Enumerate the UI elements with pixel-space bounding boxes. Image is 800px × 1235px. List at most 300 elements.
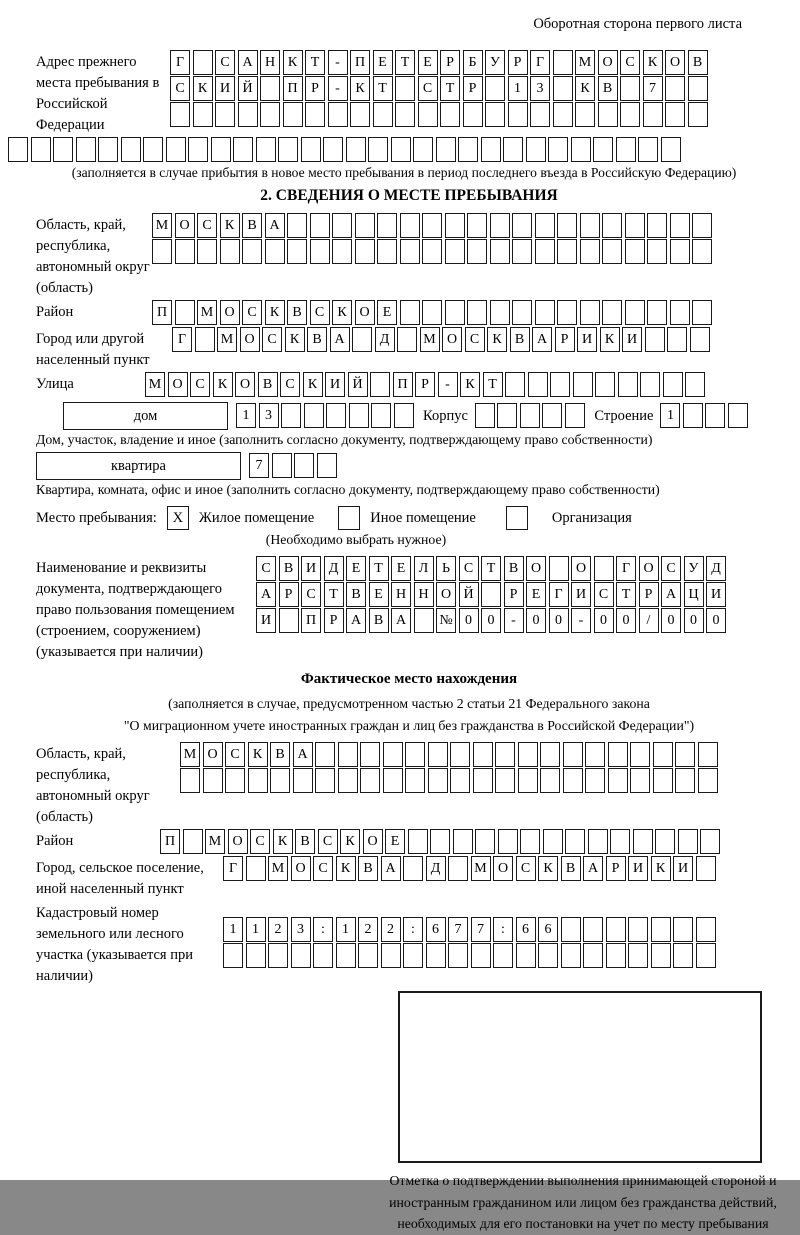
char-cell[interactable]: С bbox=[190, 372, 210, 397]
char-cell[interactable]: И bbox=[301, 556, 321, 581]
char-cell[interactable]: В bbox=[510, 327, 530, 352]
char-cell[interactable]: 1 bbox=[336, 917, 356, 942]
char-cell[interactable] bbox=[408, 829, 428, 854]
char-cell[interactable]: Е bbox=[346, 556, 366, 581]
char-cell[interactable] bbox=[371, 403, 391, 428]
char-cell[interactable] bbox=[548, 137, 568, 162]
char-cell[interactable]: В bbox=[369, 608, 389, 633]
char-cell[interactable] bbox=[625, 213, 645, 238]
char-cell[interactable]: С bbox=[280, 372, 300, 397]
char-cell[interactable] bbox=[557, 239, 577, 264]
char-cell[interactable] bbox=[315, 768, 335, 793]
char-cell[interactable] bbox=[585, 768, 605, 793]
char-cell[interactable] bbox=[563, 768, 583, 793]
char-cell[interactable] bbox=[180, 768, 200, 793]
char-cell[interactable] bbox=[349, 403, 369, 428]
char-cell[interactable] bbox=[490, 239, 510, 264]
char-cell[interactable]: С bbox=[594, 582, 614, 607]
char-cell[interactable]: С bbox=[215, 50, 235, 75]
char-cell[interactable] bbox=[301, 137, 321, 162]
char-cell[interactable]: 0 bbox=[481, 608, 501, 633]
char-cell[interactable]: Г bbox=[223, 856, 243, 881]
char-cell[interactable]: - bbox=[504, 608, 524, 633]
char-cell[interactable] bbox=[498, 829, 518, 854]
char-cell[interactable]: П bbox=[283, 76, 303, 101]
char-cell[interactable] bbox=[651, 943, 671, 968]
char-cell[interactable] bbox=[526, 137, 546, 162]
char-cell[interactable] bbox=[606, 917, 626, 942]
char-cell[interactable] bbox=[688, 102, 708, 127]
char-cell[interactable] bbox=[553, 50, 573, 75]
char-cell[interactable] bbox=[673, 943, 693, 968]
char-cell[interactable] bbox=[490, 213, 510, 238]
char-cell[interactable]: М bbox=[471, 856, 491, 881]
char-cell[interactable] bbox=[381, 943, 401, 968]
char-cell[interactable] bbox=[287, 239, 307, 264]
char-cell[interactable] bbox=[653, 742, 673, 767]
char-cell[interactable] bbox=[602, 300, 622, 325]
char-cell[interactable] bbox=[332, 239, 352, 264]
char-cell[interactable] bbox=[152, 239, 172, 264]
char-cell[interactable] bbox=[323, 137, 343, 162]
char-cell[interactable]: М bbox=[217, 327, 237, 352]
char-cell[interactable] bbox=[193, 50, 213, 75]
char-cell[interactable] bbox=[633, 829, 653, 854]
char-cell[interactable] bbox=[193, 102, 213, 127]
char-cell[interactable] bbox=[373, 102, 393, 127]
char-cell[interactable]: А bbox=[265, 213, 285, 238]
char-cell[interactable]: 6 bbox=[538, 917, 558, 942]
char-cell[interactable]: О bbox=[436, 582, 456, 607]
char-cell[interactable] bbox=[211, 137, 231, 162]
char-cell[interactable] bbox=[405, 768, 425, 793]
char-cell[interactable] bbox=[580, 300, 600, 325]
char-cell[interactable] bbox=[630, 742, 650, 767]
char-cell[interactable] bbox=[453, 829, 473, 854]
char-cell[interactable] bbox=[698, 768, 718, 793]
char-cell[interactable] bbox=[485, 76, 505, 101]
char-cell[interactable] bbox=[220, 239, 240, 264]
char-cell[interactable] bbox=[512, 239, 532, 264]
char-cell[interactable] bbox=[405, 742, 425, 767]
char-cell[interactable] bbox=[628, 917, 648, 942]
char-cell[interactable]: А bbox=[532, 327, 552, 352]
char-cell[interactable]: В bbox=[279, 556, 299, 581]
char-cell[interactable] bbox=[606, 943, 626, 968]
char-cell[interactable]: 6 bbox=[426, 917, 446, 942]
char-cell[interactable]: № bbox=[436, 608, 456, 633]
char-cell[interactable]: С bbox=[242, 300, 262, 325]
char-cell[interactable] bbox=[400, 300, 420, 325]
char-cell[interactable] bbox=[535, 239, 555, 264]
char-cell[interactable] bbox=[647, 239, 667, 264]
char-cell[interactable] bbox=[98, 137, 118, 162]
char-cell[interactable]: Т bbox=[483, 372, 503, 397]
char-cell[interactable] bbox=[638, 137, 658, 162]
char-cell[interactable] bbox=[203, 768, 223, 793]
char-cell[interactable] bbox=[445, 213, 465, 238]
char-cell[interactable] bbox=[225, 768, 245, 793]
char-cell[interactable] bbox=[475, 829, 495, 854]
char-cell[interactable] bbox=[580, 213, 600, 238]
char-cell[interactable]: И bbox=[577, 327, 597, 352]
char-cell[interactable]: П bbox=[350, 50, 370, 75]
char-cell[interactable]: О bbox=[598, 50, 618, 75]
char-cell[interactable]: Б bbox=[463, 50, 483, 75]
char-cell[interactable] bbox=[287, 213, 307, 238]
char-cell[interactable] bbox=[242, 239, 262, 264]
char-cell[interactable]: Д bbox=[324, 556, 344, 581]
char-cell[interactable] bbox=[688, 76, 708, 101]
char-cell[interactable]: С bbox=[620, 50, 640, 75]
char-cell[interactable]: Т bbox=[305, 50, 325, 75]
char-cell[interactable] bbox=[360, 768, 380, 793]
char-cell[interactable]: О bbox=[526, 556, 546, 581]
char-cell[interactable]: 0 bbox=[661, 608, 681, 633]
char-cell[interactable]: Е bbox=[385, 829, 405, 854]
char-cell[interactable]: О bbox=[571, 556, 591, 581]
char-cell[interactable]: О bbox=[240, 327, 260, 352]
char-cell[interactable] bbox=[377, 239, 397, 264]
char-cell[interactable] bbox=[272, 453, 292, 478]
char-cell[interactable]: Н bbox=[260, 50, 280, 75]
char-cell[interactable]: 2 bbox=[268, 917, 288, 942]
char-cell[interactable] bbox=[538, 943, 558, 968]
char-cell[interactable] bbox=[450, 768, 470, 793]
char-cell[interactable] bbox=[175, 300, 195, 325]
char-cell[interactable] bbox=[692, 239, 712, 264]
char-cell[interactable] bbox=[728, 403, 748, 428]
char-cell[interactable]: Е bbox=[369, 582, 389, 607]
checkbox-organization[interactable] bbox=[506, 506, 528, 530]
char-cell[interactable] bbox=[246, 943, 266, 968]
char-cell[interactable] bbox=[338, 768, 358, 793]
char-cell[interactable] bbox=[403, 856, 423, 881]
char-cell[interactable] bbox=[670, 213, 690, 238]
char-cell[interactable]: В bbox=[258, 372, 278, 397]
char-cell[interactable]: О bbox=[235, 372, 255, 397]
char-cell[interactable] bbox=[355, 213, 375, 238]
char-cell[interactable] bbox=[294, 453, 314, 478]
char-cell[interactable] bbox=[528, 372, 548, 397]
char-cell[interactable]: С bbox=[310, 300, 330, 325]
char-cell[interactable] bbox=[561, 917, 581, 942]
char-cell[interactable]: А bbox=[346, 608, 366, 633]
char-cell[interactable]: Р bbox=[305, 76, 325, 101]
char-cell[interactable] bbox=[238, 102, 258, 127]
char-cell[interactable]: 6 bbox=[516, 917, 536, 942]
char-cell[interactable] bbox=[414, 608, 434, 633]
char-cell[interactable]: 7 bbox=[448, 917, 468, 942]
char-cell[interactable] bbox=[338, 742, 358, 767]
char-cell[interactable] bbox=[625, 300, 645, 325]
char-cell[interactable]: В bbox=[270, 742, 290, 767]
char-cell[interactable] bbox=[248, 768, 268, 793]
char-cell[interactable]: 2 bbox=[381, 917, 401, 942]
char-cell[interactable]: Р bbox=[504, 582, 524, 607]
char-cell[interactable] bbox=[473, 768, 493, 793]
char-cell[interactable] bbox=[223, 943, 243, 968]
char-cell[interactable]: П bbox=[393, 372, 413, 397]
char-cell[interactable]: Р bbox=[440, 50, 460, 75]
char-cell[interactable]: 1 bbox=[223, 917, 243, 942]
char-cell[interactable] bbox=[608, 768, 628, 793]
char-cell[interactable]: О bbox=[363, 829, 383, 854]
char-cell[interactable] bbox=[542, 403, 562, 428]
char-cell[interactable] bbox=[553, 76, 573, 101]
char-cell[interactable]: О bbox=[493, 856, 513, 881]
char-cell[interactable] bbox=[397, 327, 417, 352]
char-cell[interactable] bbox=[683, 403, 703, 428]
char-cell[interactable]: И bbox=[256, 608, 276, 633]
char-cell[interactable] bbox=[391, 137, 411, 162]
char-cell[interactable]: В bbox=[346, 582, 366, 607]
char-cell[interactable] bbox=[448, 943, 468, 968]
char-cell[interactable]: А bbox=[256, 582, 276, 607]
char-cell[interactable] bbox=[304, 403, 324, 428]
char-cell[interactable]: 0 bbox=[684, 608, 704, 633]
char-cell[interactable] bbox=[698, 742, 718, 767]
char-cell[interactable] bbox=[53, 137, 73, 162]
char-cell[interactable] bbox=[665, 102, 685, 127]
char-cell[interactable]: Т bbox=[395, 50, 415, 75]
char-cell[interactable] bbox=[436, 137, 456, 162]
char-cell[interactable]: К bbox=[332, 300, 352, 325]
char-cell[interactable]: М bbox=[575, 50, 595, 75]
char-cell[interactable]: 0 bbox=[706, 608, 726, 633]
char-cell[interactable]: И bbox=[628, 856, 648, 881]
char-cell[interactable] bbox=[565, 829, 585, 854]
char-cell[interactable] bbox=[540, 768, 560, 793]
char-cell[interactable]: С bbox=[170, 76, 190, 101]
char-cell[interactable] bbox=[535, 300, 555, 325]
char-cell[interactable] bbox=[403, 943, 423, 968]
char-cell[interactable]: К bbox=[487, 327, 507, 352]
char-cell[interactable]: 1 bbox=[508, 76, 528, 101]
char-cell[interactable]: - bbox=[328, 76, 348, 101]
checkbox-other-premises[interactable] bbox=[338, 506, 360, 530]
char-cell[interactable] bbox=[326, 403, 346, 428]
char-cell[interactable]: С bbox=[256, 556, 276, 581]
char-cell[interactable]: К bbox=[265, 300, 285, 325]
char-cell[interactable]: К bbox=[651, 856, 671, 881]
char-cell[interactable] bbox=[571, 137, 591, 162]
char-cell[interactable]: О bbox=[665, 50, 685, 75]
char-cell[interactable]: Д bbox=[706, 556, 726, 581]
char-cell[interactable] bbox=[166, 137, 186, 162]
char-cell[interactable] bbox=[360, 742, 380, 767]
char-cell[interactable]: М bbox=[420, 327, 440, 352]
char-cell[interactable] bbox=[467, 213, 487, 238]
char-cell[interactable]: Г bbox=[616, 556, 636, 581]
char-cell[interactable]: О bbox=[291, 856, 311, 881]
char-cell[interactable] bbox=[705, 403, 725, 428]
char-cell[interactable] bbox=[471, 943, 491, 968]
char-cell[interactable]: К bbox=[283, 50, 303, 75]
char-cell[interactable]: Г bbox=[172, 327, 192, 352]
char-cell[interactable]: А bbox=[293, 742, 313, 767]
char-cell[interactable]: 2 bbox=[358, 917, 378, 942]
char-cell[interactable] bbox=[685, 372, 705, 397]
char-cell[interactable]: С bbox=[459, 556, 479, 581]
char-cell[interactable]: Т bbox=[324, 582, 344, 607]
char-cell[interactable]: Т bbox=[373, 76, 393, 101]
char-cell[interactable] bbox=[377, 213, 397, 238]
char-cell[interactable] bbox=[625, 239, 645, 264]
char-cell[interactable] bbox=[549, 556, 569, 581]
char-cell[interactable] bbox=[620, 102, 640, 127]
char-cell[interactable] bbox=[283, 102, 303, 127]
char-cell[interactable] bbox=[595, 372, 615, 397]
char-cell[interactable] bbox=[394, 403, 414, 428]
char-cell[interactable] bbox=[260, 102, 280, 127]
char-cell[interactable] bbox=[653, 768, 673, 793]
char-cell[interactable] bbox=[675, 742, 695, 767]
char-cell[interactable]: 1 bbox=[236, 403, 256, 428]
char-cell[interactable] bbox=[690, 327, 710, 352]
char-cell[interactable] bbox=[647, 213, 667, 238]
char-cell[interactable]: С bbox=[197, 213, 217, 238]
char-cell[interactable]: 0 bbox=[526, 608, 546, 633]
char-cell[interactable]: - bbox=[328, 50, 348, 75]
char-cell[interactable] bbox=[395, 102, 415, 127]
char-cell[interactable] bbox=[696, 917, 716, 942]
char-cell[interactable] bbox=[518, 742, 538, 767]
char-cell[interactable] bbox=[495, 768, 515, 793]
char-cell[interactable] bbox=[696, 943, 716, 968]
char-cell[interactable]: Р bbox=[463, 76, 483, 101]
char-cell[interactable]: Т bbox=[481, 556, 501, 581]
char-cell[interactable] bbox=[563, 742, 583, 767]
char-cell[interactable] bbox=[197, 239, 217, 264]
char-cell[interactable] bbox=[655, 829, 675, 854]
char-cell[interactable] bbox=[170, 102, 190, 127]
char-cell[interactable] bbox=[370, 372, 390, 397]
char-cell[interactable]: С bbox=[250, 829, 270, 854]
char-cell[interactable] bbox=[647, 300, 667, 325]
char-cell[interactable] bbox=[265, 239, 285, 264]
char-cell[interactable]: О bbox=[168, 372, 188, 397]
char-cell[interactable]: 7 bbox=[249, 453, 269, 478]
char-cell[interactable] bbox=[475, 403, 495, 428]
char-cell[interactable] bbox=[495, 742, 515, 767]
char-cell[interactable] bbox=[575, 102, 595, 127]
char-cell[interactable] bbox=[651, 917, 671, 942]
char-cell[interactable] bbox=[279, 608, 299, 633]
char-cell[interactable] bbox=[8, 137, 28, 162]
char-cell[interactable] bbox=[368, 137, 388, 162]
char-cell[interactable]: М bbox=[145, 372, 165, 397]
char-cell[interactable]: В bbox=[287, 300, 307, 325]
char-cell[interactable] bbox=[667, 327, 687, 352]
char-cell[interactable]: 7 bbox=[471, 917, 491, 942]
char-cell[interactable] bbox=[467, 239, 487, 264]
char-cell[interactable]: Т bbox=[369, 556, 389, 581]
char-cell[interactable]: 0 bbox=[549, 608, 569, 633]
char-cell[interactable]: С bbox=[661, 556, 681, 581]
char-cell[interactable] bbox=[543, 829, 563, 854]
char-cell[interactable] bbox=[233, 137, 253, 162]
char-cell[interactable]: И bbox=[571, 582, 591, 607]
char-cell[interactable] bbox=[661, 137, 681, 162]
char-cell[interactable]: А bbox=[238, 50, 258, 75]
char-cell[interactable]: В bbox=[307, 327, 327, 352]
char-cell[interactable]: Р bbox=[508, 50, 528, 75]
char-cell[interactable] bbox=[346, 137, 366, 162]
char-cell[interactable]: Р bbox=[639, 582, 659, 607]
char-cell[interactable]: Й bbox=[238, 76, 258, 101]
char-cell[interactable] bbox=[270, 768, 290, 793]
char-cell[interactable]: / bbox=[639, 608, 659, 633]
char-cell[interactable]: К bbox=[336, 856, 356, 881]
char-cell[interactable]: 1 bbox=[246, 917, 266, 942]
char-cell[interactable] bbox=[428, 768, 448, 793]
char-cell[interactable] bbox=[585, 742, 605, 767]
char-cell[interactable]: О bbox=[442, 327, 462, 352]
char-cell[interactable] bbox=[422, 213, 442, 238]
char-cell[interactable] bbox=[673, 917, 693, 942]
char-cell[interactable] bbox=[450, 742, 470, 767]
char-cell[interactable]: К bbox=[273, 829, 293, 854]
char-cell[interactable] bbox=[565, 403, 585, 428]
char-cell[interactable] bbox=[557, 213, 577, 238]
char-cell[interactable] bbox=[530, 102, 550, 127]
char-cell[interactable]: Д bbox=[375, 327, 395, 352]
char-cell[interactable]: В bbox=[504, 556, 524, 581]
char-cell[interactable]: В bbox=[688, 50, 708, 75]
char-cell[interactable] bbox=[540, 742, 560, 767]
char-cell[interactable] bbox=[485, 102, 505, 127]
char-cell[interactable] bbox=[678, 829, 698, 854]
char-cell[interactable]: К bbox=[220, 213, 240, 238]
char-cell[interactable] bbox=[413, 137, 433, 162]
char-cell[interactable] bbox=[497, 403, 517, 428]
char-cell[interactable]: Й bbox=[348, 372, 368, 397]
char-cell[interactable] bbox=[400, 213, 420, 238]
char-cell[interactable] bbox=[246, 856, 266, 881]
char-cell[interactable]: И bbox=[622, 327, 642, 352]
char-cell[interactable]: - bbox=[438, 372, 458, 397]
char-cell[interactable] bbox=[700, 829, 720, 854]
char-cell[interactable] bbox=[395, 76, 415, 101]
char-cell[interactable] bbox=[645, 327, 665, 352]
char-cell[interactable] bbox=[328, 102, 348, 127]
char-cell[interactable] bbox=[422, 239, 442, 264]
char-cell[interactable] bbox=[383, 768, 403, 793]
char-cell[interactable] bbox=[358, 943, 378, 968]
char-cell[interactable] bbox=[550, 372, 570, 397]
char-cell[interactable]: О bbox=[639, 556, 659, 581]
char-cell[interactable]: П bbox=[301, 608, 321, 633]
char-cell[interactable] bbox=[561, 943, 581, 968]
char-cell[interactable] bbox=[352, 327, 372, 352]
char-cell[interactable]: С bbox=[318, 829, 338, 854]
char-cell[interactable]: Й bbox=[459, 582, 479, 607]
char-cell[interactable]: К bbox=[600, 327, 620, 352]
char-cell[interactable] bbox=[665, 76, 685, 101]
char-cell[interactable] bbox=[467, 300, 487, 325]
char-cell[interactable] bbox=[670, 239, 690, 264]
char-cell[interactable]: 0 bbox=[594, 608, 614, 633]
char-cell[interactable] bbox=[428, 742, 448, 767]
char-cell[interactable] bbox=[445, 300, 465, 325]
char-cell[interactable]: С bbox=[313, 856, 333, 881]
char-cell[interactable]: 3 bbox=[291, 917, 311, 942]
char-cell[interactable]: 3 bbox=[530, 76, 550, 101]
checkbox-residential[interactable]: X bbox=[167, 506, 189, 530]
char-cell[interactable] bbox=[291, 943, 311, 968]
char-cell[interactable]: К bbox=[350, 76, 370, 101]
